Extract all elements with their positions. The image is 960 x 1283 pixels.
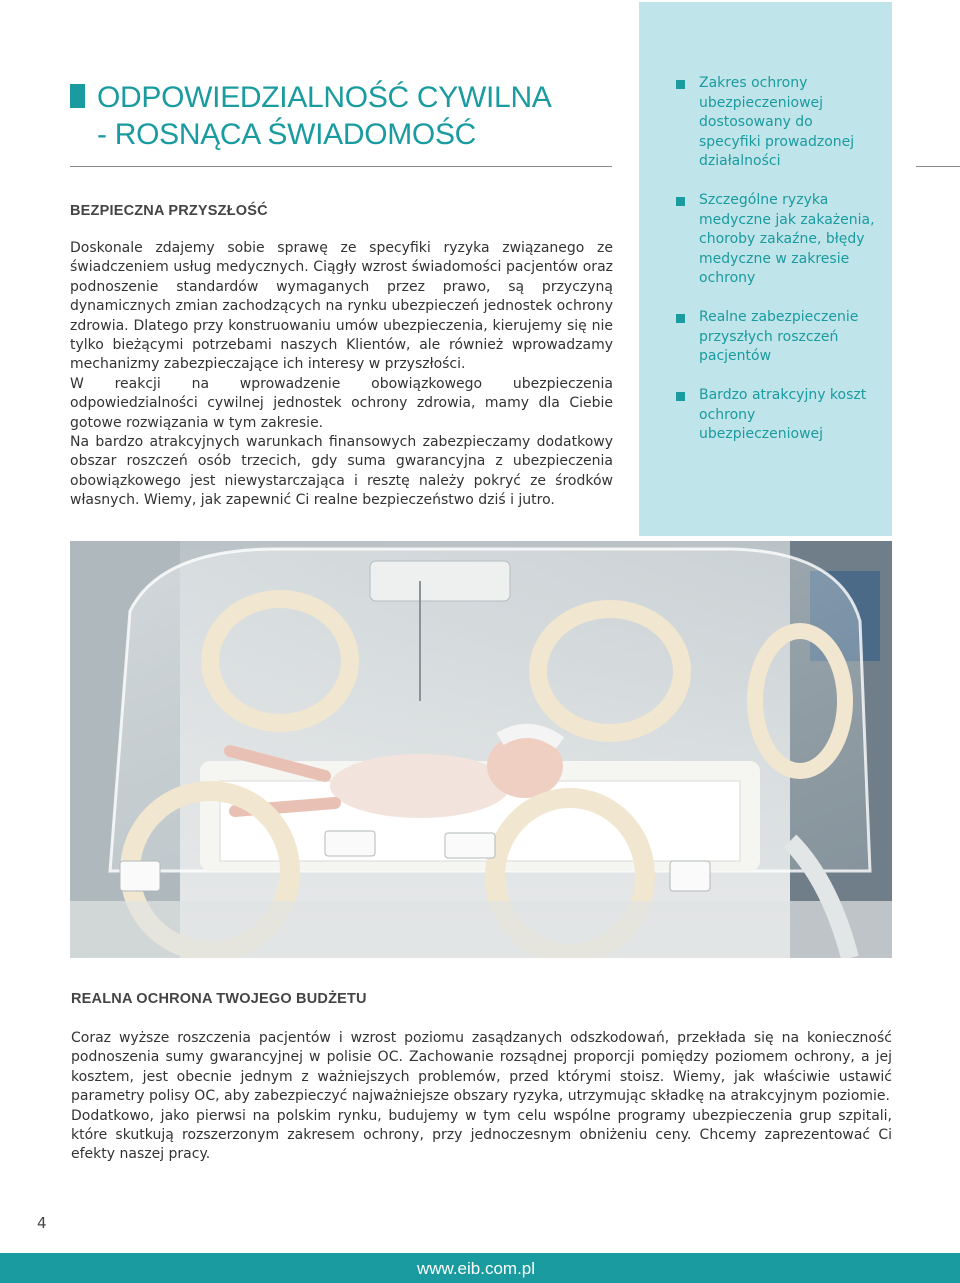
square-bullet-icon <box>676 314 685 323</box>
footer-bar <box>0 1253 960 1283</box>
footer-website-link[interactable]: www.eib.com.pl <box>416 1259 536 1278</box>
paragraph: Doskonale zdajemy sobie sprawę ze specyfiki ryzyka związanego ze świadczeniem usług medycznych. Ciągły wzrost świadomości pacjentów oraz podnoszenie standardów wymaganych przez prawo, są przyczyną dynamicznych zmian zachodzących na rynku ubezpieczeń jednostek ochrony zdrowia. Dlatego przy konstruowaniu umów ubezpieczenia, kierujemy się nie tylko bieżącymi potrzebami naszych Klientów, ale również wprowadzamy mechanizmy zabezpieczające ich interesy w przyszłości. <box>70 240 613 373</box>
title-divider <box>70 166 612 167</box>
highlight-text: Szczególne ryzyka medyczne jak zakażenia, choroby zakaźne, błędy medyczne w zakresie ochrony <box>699 192 875 286</box>
section-body-future <box>70 239 613 511</box>
highlights-list <box>676 74 876 464</box>
page-number: 4 <box>37 1214 47 1232</box>
square-bullet-icon <box>676 392 685 401</box>
highlight-text: Realne zabezpieczenie przyszłych roszczeń pacjentów <box>699 309 859 364</box>
paragraph: Na bardzo atrakcyjnych warunkach finansowych zabezpieczamy dodatkowy obszar roszczeń osób trzecich, gdy suma gwarancyjna z ubezpieczenia obowiązkowego jest niewystarczająca i resztę należy pokryć ze środków własnych. Wiemy, jak zapewnić Ci realne bezpieczeństwo dziś i jutro. <box>70 434 613 509</box>
paragraph: Coraz wyższe roszczenia pacjentów i wzrost poziomu zasądzanych odszkodowań, przekłada się na konieczność podnoszenia sumy gwarancyjnej w polisie OC. Zachowanie rozsądnej proporcji pomiędzy poziomem ochrony, a jej kosztem, jest obecnie jednym z ważniejszych problemów, przed którymi stoisz. Wiemy, jak właściwie ustawić parametry polisy OC, aby zabezpieczyć najważniejsze obszary ryzyka, utrzymując składkę na atrakcyjnym poziomie. <box>71 1030 892 1105</box>
highlight-item <box>676 386 876 445</box>
highlight-text: Bardzo atrakcyjny koszt ochrony ubezpieczeniowej <box>699 387 867 442</box>
incubator-photo <box>70 541 892 958</box>
margin-divider <box>916 166 960 167</box>
section-heading-future: BEZPIECZNA PRZYSZŁOŚĆ <box>70 203 268 219</box>
heading-accent-bar <box>70 84 85 108</box>
square-bullet-icon <box>676 80 685 89</box>
page-title-line-1: ODPOWIEDZIALNOŚĆ CYWILNA <box>97 81 552 114</box>
highlight-item <box>676 74 876 172</box>
page-title <box>97 79 617 153</box>
paragraph: Dodatkowo, jako pierwsi na polskim rynku, budujemy w tym celu wspólne programy ubezpieczenia grup szpitali, które skutkują rozszerzonym zakresem ochrony, przy jednoczesnym obniżeniu ceny. Chcemy zaprezentować Ci efekty naszej pracy. <box>71 1107 892 1163</box>
square-bullet-icon <box>676 197 685 206</box>
highlight-item <box>676 308 876 367</box>
highlight-text: Zakres ochrony ubezpieczeniowej dostosowany do specyfiki prowadzonej działalności <box>699 75 855 169</box>
section-heading-budget: REALNA OCHRONA TWOJEGO BUDŻETU <box>71 991 367 1007</box>
section-body-budget <box>71 1029 892 1165</box>
highlight-item <box>676 191 876 289</box>
paragraph: W reakcji na wprowadzenie obowiązkowego ubezpieczenia odpowiedzialności cywilnej jednostek ochrony zdrowia, mamy dla Ciebie gotowe rozwiązania w tym zakresie. <box>70 375 613 431</box>
page-title-line-2: - ROSNĄCA ŚWIADOMOŚĆ <box>97 118 477 151</box>
